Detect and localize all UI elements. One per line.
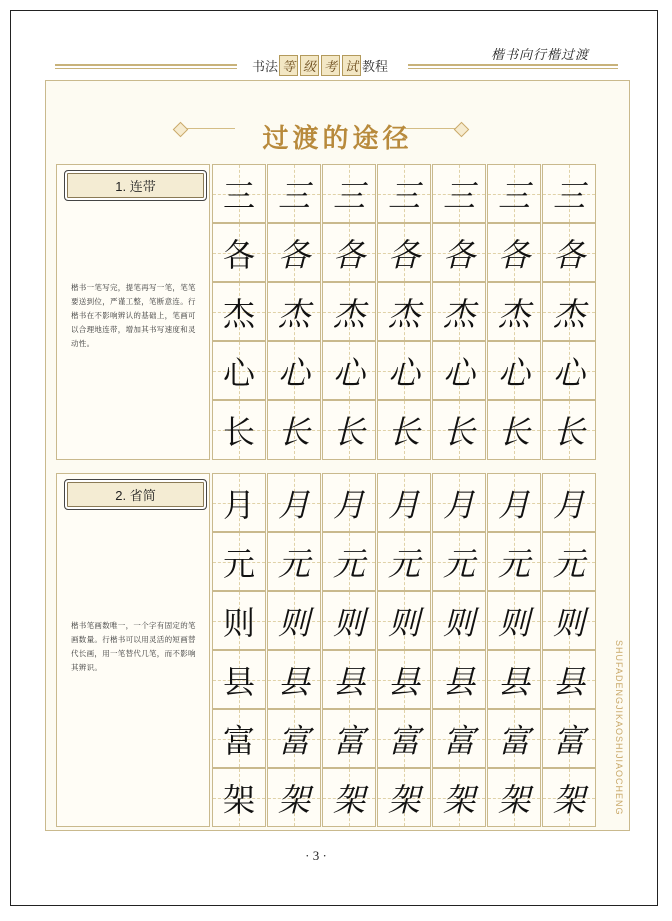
model-character: 月	[212, 473, 266, 532]
section-description: 楷书笔画数唯一，一个字有固定的笔画数量。行楷书可以用灵活的短画替代长画，用一笔替代几笔，而不影响其辨识。	[71, 621, 196, 672]
model-character: 各	[212, 223, 266, 282]
book-title	[240, 54, 400, 76]
practice-cell: 各	[377, 223, 431, 282]
practice-cell: 心	[267, 341, 321, 400]
practice-cell: 三	[542, 164, 596, 223]
grid-row	[212, 223, 597, 282]
practice-cell: 心	[432, 341, 486, 400]
model-character: 长	[212, 400, 266, 460]
practice-cell: 各	[487, 223, 541, 282]
grid-row	[212, 532, 597, 591]
book-title-char-2: 级	[300, 55, 319, 76]
practice-cell: 各	[322, 223, 376, 282]
practice-cell: 富	[267, 709, 321, 768]
section-label-column	[56, 164, 210, 460]
grid-row	[212, 341, 597, 400]
practice-cell: 县	[542, 650, 596, 709]
model-character: 则	[212, 591, 266, 650]
section-linking	[56, 164, 598, 460]
practice-cell: 元	[267, 532, 321, 591]
practice-cell: 县	[487, 650, 541, 709]
model-character: 县	[212, 650, 266, 709]
section-label: 1. 连带	[64, 170, 207, 201]
model-character: 架	[212, 768, 266, 827]
book-title-char-3: 考	[321, 55, 340, 76]
practice-cell: 则	[432, 591, 486, 650]
chapter-title: 楷书向行楷过渡	[490, 48, 589, 63]
practice-cell: 三	[267, 164, 321, 223]
practice-cell: 富	[322, 709, 376, 768]
book-title-suffix: 教程	[362, 59, 389, 75]
grid-row	[212, 650, 597, 709]
practice-cell: 富	[377, 709, 431, 768]
header-rule-left	[55, 64, 237, 66]
practice-cell: 架	[432, 768, 486, 827]
practice-cell: 杰	[322, 282, 376, 341]
practice-cell: 三	[432, 164, 486, 223]
practice-cell: 三	[487, 164, 541, 223]
practice-cell: 月	[432, 473, 486, 532]
practice-cell: 杰	[432, 282, 486, 341]
practice-cell: 元	[322, 532, 376, 591]
practice-cell: 元	[487, 532, 541, 591]
practice-cell: 元	[377, 532, 431, 591]
practice-cell: 元	[432, 532, 486, 591]
practice-cell: 杰	[267, 282, 321, 341]
grid-row	[212, 400, 597, 460]
grid-row	[212, 164, 597, 223]
practice-cell: 杰	[542, 282, 596, 341]
section-description: 楷书一笔写完，提笔再写一笔，笔笔要送到位，严谨工整，笔断意连。行楷书在不影响辨认的基础上，笔画可以合理地连带，增加其书写速度和灵动性。	[71, 283, 196, 348]
model-character: 杰	[212, 282, 266, 341]
practice-cell: 长	[267, 400, 321, 460]
practice-cell: 心	[377, 341, 431, 400]
practice-cell: 杰	[487, 282, 541, 341]
model-character: 富	[212, 709, 266, 768]
practice-cell: 心	[322, 341, 376, 400]
practice-cell: 富	[487, 709, 541, 768]
practice-cell: 则	[487, 591, 541, 650]
practice-cell: 县	[377, 650, 431, 709]
practice-cell: 富	[542, 709, 596, 768]
section-heading: 过渡的途径	[262, 124, 413, 154]
section-simplification	[56, 473, 598, 827]
book-title-char-4: 试	[342, 55, 361, 76]
practice-cell: 县	[432, 650, 486, 709]
header-rule-right-thin	[408, 68, 618, 69]
side-pinyin-title: SHUFADENGJIKAOSHIJIAOCHENG	[614, 640, 624, 816]
practice-cell: 各	[432, 223, 486, 282]
practice-cell: 县	[267, 650, 321, 709]
practice-cell: 心	[487, 341, 541, 400]
practice-cell: 三	[322, 164, 376, 223]
practice-cell: 则	[542, 591, 596, 650]
practice-cell: 架	[322, 768, 376, 827]
book-title-char-1: 等	[279, 55, 298, 76]
grid-row	[212, 591, 597, 650]
practice-cell: 富	[432, 709, 486, 768]
practice-cell: 架	[377, 768, 431, 827]
model-character: 元	[212, 532, 266, 591]
practice-cell: 月	[487, 473, 541, 532]
practice-cell: 元	[542, 532, 596, 591]
grid-row	[212, 768, 597, 827]
grid-row	[212, 473, 597, 532]
practice-cell: 月	[322, 473, 376, 532]
practice-cell: 月	[377, 473, 431, 532]
practice-cell: 长	[432, 400, 486, 460]
practice-cell: 长	[542, 400, 596, 460]
model-character: 心	[212, 341, 266, 400]
grid-row	[212, 709, 597, 768]
section-label-column	[56, 473, 210, 827]
header-rule-left-thin	[55, 68, 237, 69]
practice-cell: 长	[487, 400, 541, 460]
book-title-prefix: 书法	[251, 59, 278, 75]
practice-cell: 各	[267, 223, 321, 282]
header-rule-right	[408, 64, 618, 66]
grid-row	[212, 282, 597, 341]
practice-cell: 长	[322, 400, 376, 460]
page-number: · 3 ·	[305, 848, 327, 863]
practice-cell: 则	[377, 591, 431, 650]
practice-cell: 架	[267, 768, 321, 827]
practice-cell: 架	[487, 768, 541, 827]
practice-cell: 架	[542, 768, 596, 827]
practice-cell: 三	[377, 164, 431, 223]
practice-cell: 心	[542, 341, 596, 400]
section-label: 2. 省简	[64, 479, 207, 510]
practice-cell: 月	[542, 473, 596, 532]
model-character: 三	[212, 164, 266, 223]
practice-cell: 长	[377, 400, 431, 460]
practice-cell: 县	[322, 650, 376, 709]
practice-cell: 各	[542, 223, 596, 282]
practice-cell: 则	[267, 591, 321, 650]
practice-cell: 月	[267, 473, 321, 532]
practice-cell: 则	[322, 591, 376, 650]
practice-cell: 杰	[377, 282, 431, 341]
